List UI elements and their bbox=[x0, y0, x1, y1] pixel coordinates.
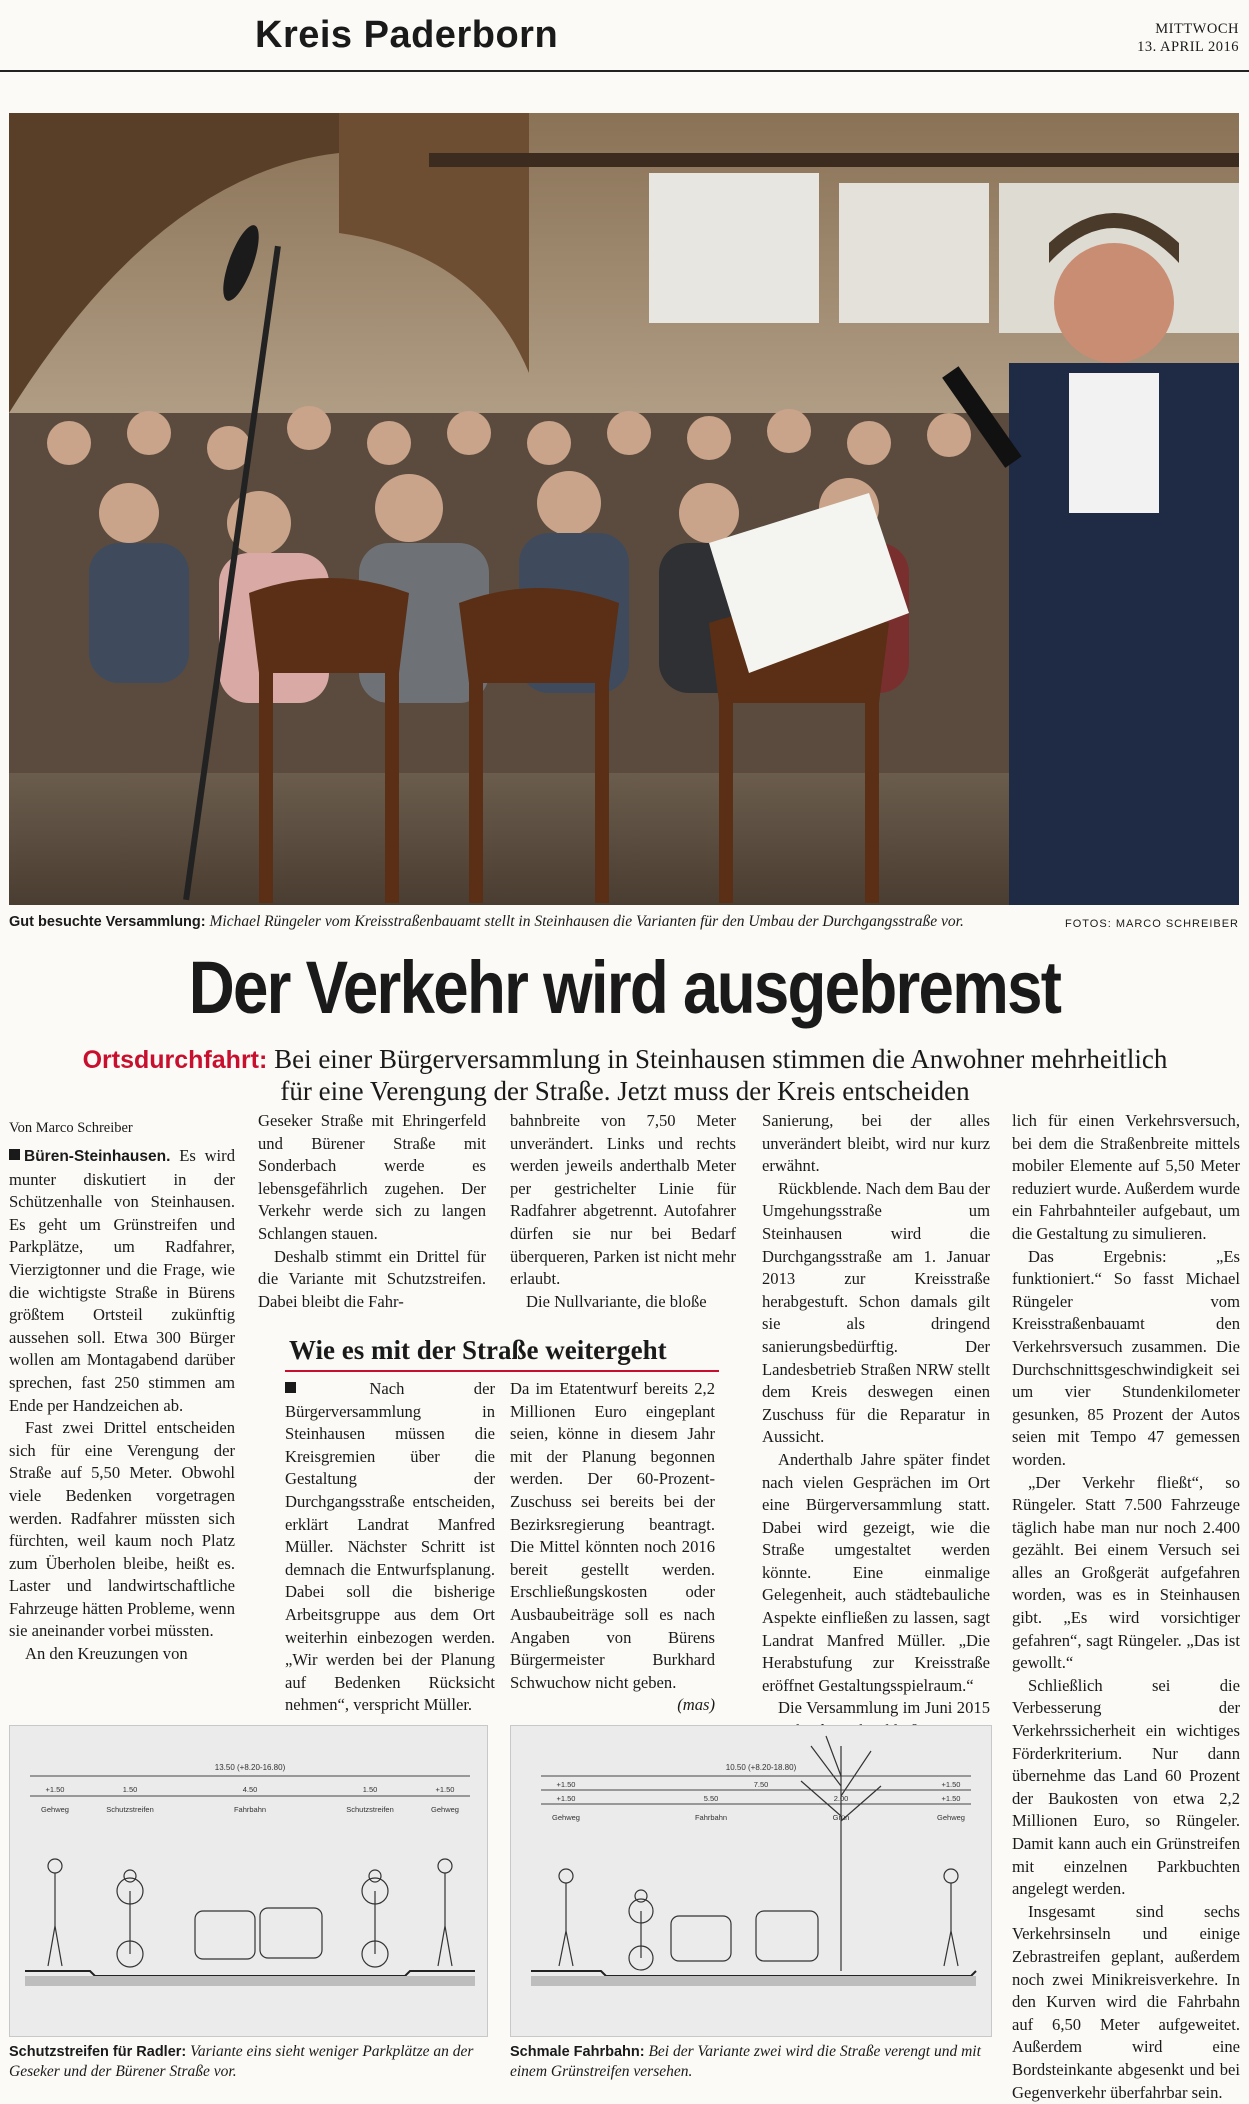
photo-caption bbox=[9, 912, 1079, 932]
headline: Der Verkehr wird ausgebremst bbox=[188, 946, 1061, 1029]
dim-3: 4.50 bbox=[242, 1785, 258, 1794]
infobox-left bbox=[285, 1378, 495, 1717]
dim-4: 1.50 bbox=[362, 1785, 378, 1794]
label-2: Fahrbahn bbox=[694, 1813, 728, 1822]
dim-row1-1: +1.50 bbox=[556, 1780, 576, 1789]
column-3 bbox=[510, 1110, 736, 1313]
top-dimension: 10.50 (+8.20-18.80) bbox=[725, 1763, 797, 1772]
weekday: MITTWOCH bbox=[1155, 21, 1239, 37]
caption-lead: Gut besuchte Versammlung: bbox=[9, 914, 206, 930]
infobox-title: Wie es mit der Straße weitergeht bbox=[285, 1335, 719, 1372]
paragraph: Insgesamt sind sechs Verkehrsinseln und einige Zebrastreifen geplant, außerdem noch zwei Minikreisverkehre. In den Kurven wird die Fahrbahn auf 6,50 Meter aufgeweitet. Außerdem wird eine Bordsteinkante abgesenkt und bei Gegenverkehr überfahrbar sein. bbox=[1012, 1901, 1240, 2102]
paragraph: Schließlich sei die Verbesserung der Verkehrssicherheit ein wichtiges Förderkriterium. Nur dann übernehme das Land 60 Prozent der Baukosten von etwa 2,2 Millionen Euro, so Rüngeler. Damit kann auch ein Grünstreifen mit einzelnen Parkbuchten angelegt werden. bbox=[1012, 1675, 1240, 1899]
paragraph: Sanierung, bei der alles unverändert bleibt, wird nur kurz erwähnt. bbox=[762, 1111, 990, 1176]
paragraph: Anderthalb Jahre später findet nach vielen Gesprächen im Ort eine Bürgerversammlung statt. Dabei wird gezeigt, wie die Straße umgestaltet werden könnte. Eine einmalige Gelegenheit, auch städtebauliche Aspekte einfließen zu lassen, sagt Landrat Manfred Müller. „Die Herabstufung zur Kreisstraße eröffnet Gestaltungsspielraum.“ bbox=[762, 1449, 990, 1695]
caption-lead: Schmale Fahrbahn: bbox=[510, 2044, 645, 2060]
paragraph: Rückblende. Nach dem Bau der Umgehungsstraße um Steinhausen wird die Durchgangsstraße am 1. Januar 2013 zur Kreisstraße herabgestuft. Schon damals gilt sie als dringend sanierungsbedürftig. Der Landesbetrieb Straßen NRW stellt dem Kreis deswegen einen Zuschuss für die Reparatur in Aussicht. bbox=[762, 1178, 990, 1447]
dateline: Büren-Steinhausen. bbox=[24, 1148, 171, 1165]
dim-row1-2: 7.50 bbox=[753, 1780, 769, 1789]
dim-row2-1: +1.50 bbox=[556, 1794, 576, 1803]
paragraph: „Der Verkehr fließt“, so Rüngeler. Statt 7.500 Fahrzeuge täglich habe man nur noch 2.400 gezählt. Bei einem Versuch sei alles an Großgerät aufgefahren worden, was es in Steinhausen gibt. „Es wird vorsichtiger gefahren“, sagt Rüngeler. „Das ist gewollt.“ bbox=[1012, 1472, 1240, 1673]
main-photo bbox=[9, 113, 1239, 905]
header-rule bbox=[0, 70, 1249, 72]
top-dimension: 13.50 (+8.20-16.80) bbox=[214, 1763, 286, 1772]
column-4 bbox=[762, 1110, 990, 1743]
paragraph: Geseker Straße mit Ehringerfeld und Bürener Straße mit Sonderbach werde es lebensgefährlich zugehen. Der Verkehr werde sich zu langen Schlangen stauen. bbox=[258, 1111, 486, 1243]
dim-5: +1.50 bbox=[435, 1785, 455, 1794]
label-4: Schutzstreifen bbox=[346, 1805, 394, 1814]
label-3: Grün bbox=[832, 1813, 850, 1822]
paragraph: Da im Etatentwurf bereits 2,2 Millionen Euro eingeplant seien, könne in diesem Jahr mit der Planung begonnen werden. Der 60-Prozent-Zuschuss sei bereits bei der Bezirksregierung beantragt. Die Mittel könnten noch 2016 bereit gestellt werden. Erschließungskosten oder Ausbaubeiträge soll es nach Angaben von Bürens Bürgermeister Burkhard Schwuchow nicht geben. bbox=[510, 1379, 715, 1692]
kicker: Ortsdurchfahrt: bbox=[82, 1046, 268, 1074]
dim-row2-4: +1.50 bbox=[941, 1794, 961, 1803]
paragraph: An den Kreuzungen von bbox=[25, 1644, 188, 1664]
paragraph: Die Versammlung im Juni 2015 bbox=[778, 1698, 990, 1718]
label-4: Gehweg bbox=[937, 1813, 965, 1822]
square-bullet-icon bbox=[285, 1382, 296, 1393]
dim-row2-2: 5.50 bbox=[703, 1794, 719, 1803]
label-5: Gehweg bbox=[431, 1805, 459, 1814]
caption-text: Michael Rüngeler vom Kreisstraßenbauamt stellt in Steinhausen die Varianten für den Umbau der Durchgangsstraße vor. bbox=[205, 913, 964, 930]
diagram1-caption bbox=[9, 2042, 486, 2081]
road-diagram-2 bbox=[510, 1725, 992, 2037]
dim-2: 1.50 bbox=[122, 1785, 138, 1794]
paragraph: Das Ergebnis: „Es funktioniert.“ So fasst Michael Rüngeler vom Kreisstraßenbauamt den Verkehrsversuch zusammen. Die Durchschnittsgeschwindigkeit sei um vier Stundenkilometer gesunken, 85 Prozent der Autos seien mit Tempo 47 gemessen worden. bbox=[1012, 1246, 1240, 1469]
label-3: Fahrbahn bbox=[233, 1805, 267, 1814]
paragraph: Nach der Bürgerversammlung in Steinhausen müssen die Kreisgremien über die Gestaltung der Durchgangsstraße entscheiden, erklärt Landrat Manfred Müller. Nächster Schritt ist demnach die Entwurfsplanung. Dabei soll die bisherige Arbeitsgruppe aus dem Ort weiterhin einbezogen werden. „Wir werden bei der Planung auf Bedenken Rücksicht nehmen“, verspricht Müller. bbox=[285, 1379, 495, 1715]
dim-row1-3: +1.50 bbox=[941, 1780, 961, 1789]
label-1: Gehweg bbox=[552, 1813, 580, 1822]
diagram2-caption bbox=[510, 2042, 990, 2081]
issue-date bbox=[1137, 20, 1239, 56]
road-diagram-1 bbox=[9, 1725, 488, 2037]
section-title: Kreis Paderborn bbox=[255, 14, 559, 56]
dim-row2-3: 2.00 bbox=[833, 1794, 849, 1803]
paragraph: lich für einen Verkehrsversuch, bei dem die Straßenbreite mittels mobiler Elemente auf 5,50 Meter reduziert wurde. Außerdem wurde ein Fahrbahnteiler aufgebaut, um die Gestaltung zu simulieren. bbox=[1012, 1111, 1240, 1243]
column-5 bbox=[1012, 1110, 1240, 2104]
caption-lead: Schutzstreifen für Radler: bbox=[9, 2044, 187, 2060]
label-1: Gehweg bbox=[41, 1805, 69, 1814]
photo-illustration bbox=[9, 113, 1239, 905]
subhead-text: Bei einer Bürgerversammlung in Steinhausen stimmen die Anwohner mehrheitlich für eine Verengung der Straße. Jetzt muss der Kreis entscheiden bbox=[267, 1044, 1168, 1106]
infobox-right bbox=[510, 1378, 715, 1717]
paragraph: Deshalb stimmt ein Drittel für die Variante mit Schutzstreifen. Dabei bleibt die Fahr- bbox=[258, 1246, 486, 1311]
author-abbr: (mas) bbox=[677, 1695, 715, 1715]
paragraph: Fast zwei Drittel entscheiden sich für eine Verengung der Straße auf 5,50 Meter. Obwohl viele Bedenken vorgetragen werden. Radfahrer müssten sich fürchten, weil kaum noch Platz zum Überholen bleibe, heißt es. Laster und landwirtschaftliche Fahrzeuge hätten Probleme, wenn sie aneinander vorbei müssten. bbox=[9, 1418, 235, 1641]
column-2 bbox=[258, 1110, 486, 1313]
date: 13. APRIL 2016 bbox=[1137, 39, 1239, 55]
dim-1: +1.50 bbox=[45, 1785, 65, 1794]
square-bullet-icon bbox=[9, 1149, 20, 1160]
paragraph: bahnbreite von 7,50 Meter unverändert. Links und rechts werden jeweils anderthalb Meter per gestrichelter Linie für Radfahrer abgetrennt. Autofahrer dürfen sie nur bei Bedarf überqueren, Parken ist nicht mehr erlaubt. bbox=[510, 1111, 736, 1289]
paragraph: Die Nullvariante, die bloße bbox=[526, 1291, 707, 1311]
caption-text: Bei der Variante zwei wird die Straße verengt und mit einem Grünstreifen versehen. bbox=[510, 2043, 981, 2080]
photo-credit: FOTOS: MARCO SCHREIBER bbox=[1065, 918, 1239, 930]
byline: Von Marco Schreiber bbox=[9, 1120, 133, 1136]
label-2: Schutzstreifen bbox=[106, 1805, 154, 1814]
column-1 bbox=[9, 1145, 235, 1666]
subheadline bbox=[70, 1044, 1180, 1107]
page-header bbox=[0, 0, 1249, 72]
caption-text: Variante eins sieht weniger Parkplätze an der Geseker und der Bürener Straße vor. bbox=[9, 2043, 474, 2080]
paragraph: Büren-Steinhausen. Es wird munter diskutiert in der Schützenhalle von Steinhausen. Es geht um Grünstreifen und Parkplätze, um Radfahrer, Vierzigtonner und die Frage, wie die wichtigste Straße in Bürens größtem Ortsteil zukünftig aussehen soll. Etwa 300 Bürger wollen am Montagabend darüber sprechen, fast 250 stimmen am Ende per Handzeichen ab. bbox=[9, 1146, 235, 1415]
